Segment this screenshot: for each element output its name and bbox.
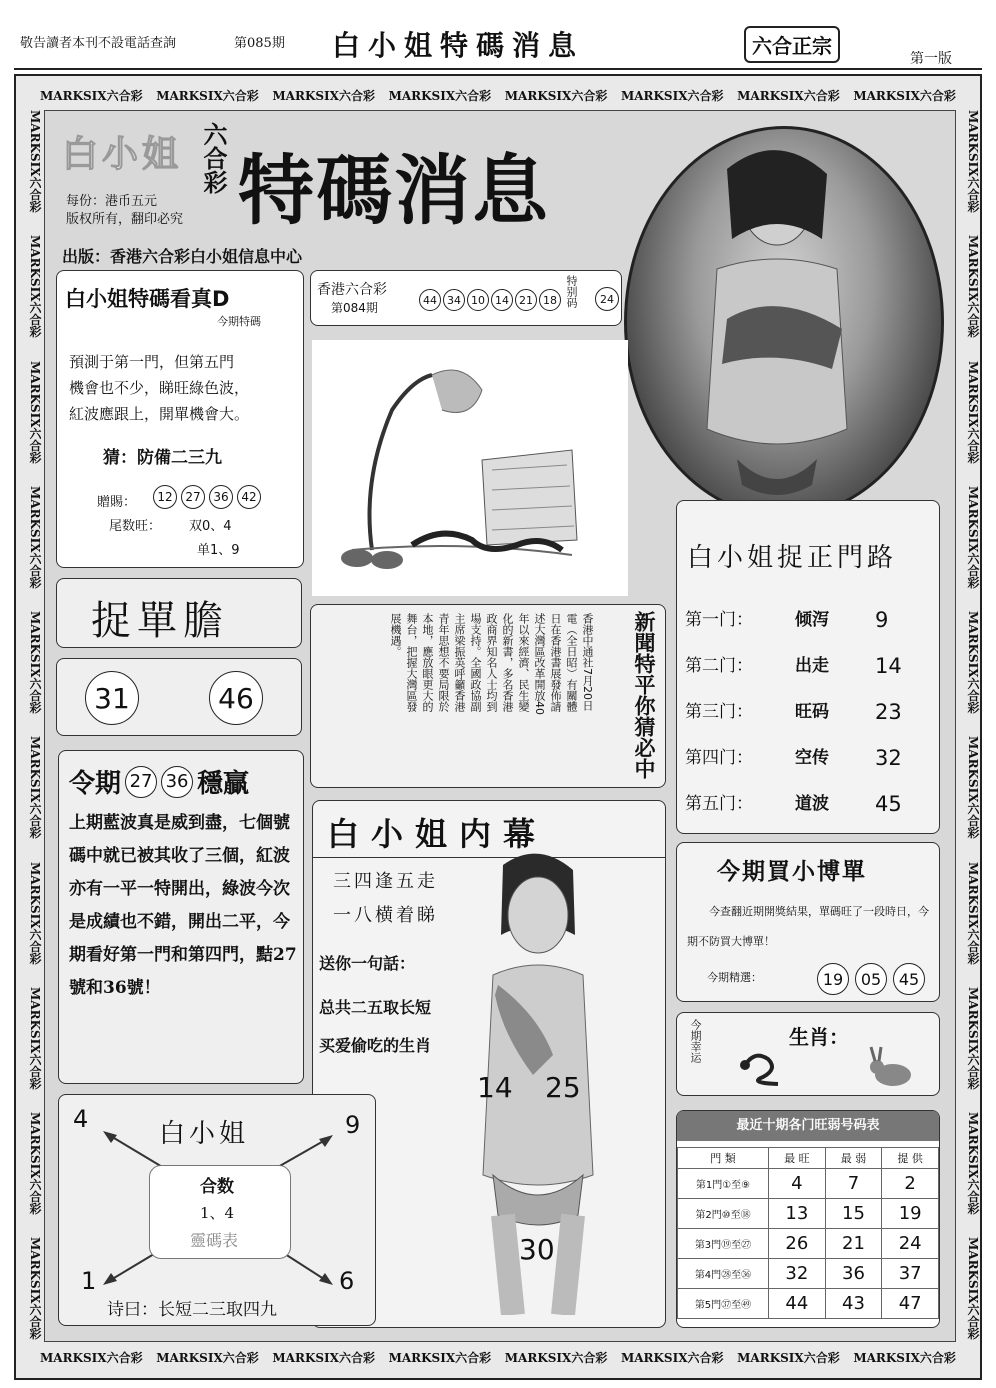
poem-text: 诗曰：长短二三取四九 (107, 1300, 277, 1320)
pick-number: 45 (893, 963, 925, 995)
neimu-line2: 一八横着睇 (333, 905, 438, 926)
news-column: 香港中通社7月20日 (581, 613, 594, 711)
row-range: ⑩至⑱ (721, 1210, 751, 1221)
row-min: 7 (825, 1169, 882, 1199)
kanzhen-box (56, 270, 304, 568)
news-column: 述大灣區改革開放40 (533, 613, 546, 715)
gift-number: 12 (153, 485, 177, 509)
wenying-number: 36 (161, 766, 193, 798)
pick-number: 19 (817, 963, 849, 995)
door-row (685, 735, 935, 781)
news-column: 青年思想不要局限於 (437, 613, 450, 712)
wenying-post: 穩贏 (197, 769, 250, 799)
news-column: 年以來經濟、民生變 (517, 613, 530, 712)
door-number: 14 (875, 654, 902, 678)
snake-icon (733, 1039, 793, 1089)
door-word: 旺码 (795, 702, 829, 722)
brand-watermark: 白小姐 (62, 134, 183, 175)
door-row (685, 643, 935, 689)
result-ball: 10 (467, 289, 489, 311)
rabbit-icon (863, 1045, 919, 1091)
tail-even: 双0、4 (189, 519, 232, 534)
news-column: 舞台，把握大灣區發 (405, 613, 418, 712)
table-row (678, 1199, 939, 1229)
border-strip-top: MARKSIX六合彩 MARKSIX六合彩 MARKSIX六合彩 MARKSIX六合彩 MARKSIX六合彩 MARKSIX六合彩 MARKSIX六合彩 MARKSIX六合彩 (40, 88, 956, 103)
neimu-number: 25 (545, 1071, 581, 1104)
heshu-panel (149, 1165, 291, 1259)
door-number: 23 (875, 700, 902, 724)
door-word: 倾泻 (795, 610, 829, 630)
cover-photo (624, 126, 944, 518)
table-header: 提 供 (882, 1148, 939, 1169)
row-max: 4 (769, 1169, 826, 1199)
zhuodandan-title-box (56, 578, 302, 648)
result-ball: 44 (419, 289, 441, 311)
door-label: 第四门： (685, 748, 753, 768)
door-word: 出走 (795, 656, 829, 676)
news-title: 新聞特平你猜必中 (632, 611, 657, 779)
xiaobo-pick-label: 今期精選： (707, 971, 762, 984)
row-max: 32 (769, 1259, 826, 1289)
masthead-title: 特碼消息 (238, 146, 550, 235)
news-column: 日在香港書展發佈請 (549, 613, 562, 712)
copyright-text: 版权所有，翻印必究 (66, 212, 184, 227)
row-min: 43 (825, 1289, 882, 1319)
door-label: 第二门： (685, 656, 753, 676)
door-label: 第三门： (685, 702, 753, 722)
issue-number: 第085期 (234, 36, 285, 51)
row-min: 21 (825, 1229, 882, 1259)
neimu-number: 30 (519, 1233, 555, 1266)
news-column: 展機遇。 (389, 613, 402, 657)
corner-number: 6 (339, 1267, 355, 1295)
price-text: 每份：港币五元 (66, 194, 158, 209)
pick-number: 05 (855, 963, 887, 995)
news-box (310, 604, 666, 788)
row-label: 第3門 (694, 1240, 722, 1251)
zhengmen-title: 白小姐捉正門路 (687, 543, 898, 573)
result-ball: 21 (515, 289, 537, 311)
corner-number: 4 (73, 1105, 89, 1133)
door-label: 第五门： (685, 794, 753, 814)
wenying-pre: 令期 (69, 769, 122, 799)
row-label: 第5門 (694, 1300, 722, 1311)
row-min: 36 (825, 1259, 882, 1289)
row-max: 44 (769, 1289, 826, 1319)
table-row (678, 1289, 939, 1319)
stats-table (677, 1147, 939, 1319)
header-badge: 六合正宗 (744, 26, 840, 63)
door-word: 空传 (795, 748, 829, 768)
gift-number: 27 (181, 485, 205, 509)
door-row (685, 689, 935, 735)
neimu-hint2: 买爱偷吃的生肖 (319, 1036, 432, 1055)
row-range: ㊲至㊾ (721, 1300, 752, 1311)
table-header: 門 類 (678, 1148, 769, 1169)
wenying-number: 27 (125, 766, 157, 798)
wenying-box (58, 750, 304, 1084)
special-label: 特别码 (565, 275, 578, 308)
xiaobo-title: 今期買小博單 (717, 859, 867, 885)
row-pick: 47 (882, 1289, 939, 1319)
row-max: 26 (769, 1229, 826, 1259)
row-pick: 37 (882, 1259, 939, 1289)
notice-text: 敬告讀者本刊不設電話查詢 (20, 36, 177, 51)
news-column: 政商界知名人士均到 (485, 613, 498, 712)
table-header: 最 旺 (769, 1148, 826, 1169)
neimu-number: 14 (477, 1071, 513, 1104)
corner-number: 1 (81, 1267, 97, 1295)
special-ball: 24 (595, 287, 619, 311)
row-range: ①至⑨ (722, 1180, 751, 1191)
news-column: 電（全日昭）有關體 (565, 613, 578, 712)
xiaobo-text: 今查翻近期開獎結果，單碼旺了一段時日，今期不防買大博單！ (687, 905, 929, 948)
results-period: 第084期 (331, 301, 378, 315)
door-number: 45 (875, 792, 902, 816)
model-figure-icon (627, 129, 941, 515)
row-label: 第1門 (695, 1180, 723, 1191)
news-column: 化的新書，多名香港 (501, 613, 514, 712)
door-label: 第一门： (685, 610, 753, 630)
border-strip-right: MARKSIX六合彩 MARKSIX六合彩 MARKSIX六合彩 MARKSIX六合彩 MARKSIX六合彩 MARKSIX六合彩 MARKSIX六合彩 MARKSIX六合彩 MARKSIX六合彩 MARKSIX六合彩 (966, 110, 980, 1340)
result-ball: 14 (491, 289, 513, 311)
row-range: ㉘至㊱ (721, 1270, 752, 1281)
neimu-line1: 三四逢五走 (333, 871, 438, 892)
zhengmen-box (676, 500, 940, 834)
wenying-text: 上期藍波真是威到盡，七個號碼中就已被其收了三個，紅波亦有一平一特開出，綠波今次是成績也不錯，開出二平，今期看好第一門和第四門，黠27號和36號！ (69, 813, 297, 998)
dan-number: 46 (209, 671, 263, 725)
table-header: 最 弱 (825, 1148, 882, 1169)
xiaobo-box (676, 842, 940, 1002)
neimu-hint1: 总共二五取长短 (319, 998, 432, 1017)
stats-table-box (676, 1110, 940, 1328)
news-column: 主席梁振英呼籲香港 (453, 613, 466, 712)
bai-heshu-box (58, 1094, 376, 1326)
publisher-text: 出版：香港六合彩白小姐信息中心 (62, 247, 303, 266)
shengxiao-side: 今期幸运 (689, 1019, 702, 1063)
riddle-illustration (312, 340, 628, 596)
dan-number: 31 (85, 671, 139, 725)
kanzhen-line-1: 預測于第一門，但第五門 (69, 353, 235, 371)
door-number: 32 (875, 746, 902, 770)
kanzhen-title: 白小姐特碼看真D (65, 287, 230, 311)
row-label: 第2門 (695, 1210, 722, 1221)
door-number: 9 (875, 608, 889, 632)
corner-number: 9 (345, 1111, 361, 1139)
kanzhen-subtitle: 今期特碼 (217, 315, 261, 328)
tree-snake-illustration-icon (312, 340, 628, 596)
heshu-label: 合数 (200, 1177, 234, 1197)
row-pick: 24 (882, 1229, 939, 1259)
table-row (678, 1259, 939, 1289)
border-strip-bottom: MARKSIX六合彩 MARKSIX六合彩 MARKSIX六合彩 MARKSIX六合彩 MARKSIX六合彩 MARKSIX六合彩 MARKSIX六合彩 MARKSIX六合彩 (40, 1350, 956, 1365)
tail-odd: 单1、9 (197, 543, 240, 558)
zhuodandan-numbers-box (56, 658, 302, 736)
kanzhen-line-2: 機會也不少，睇旺綠色波， (69, 379, 250, 397)
shengxiao-title: 生肖： (789, 1025, 849, 1049)
row-pick: 19 (882, 1199, 939, 1229)
door-row (685, 597, 935, 643)
row-label: 第4門 (694, 1270, 722, 1281)
gift-number: 36 (209, 485, 233, 509)
heshu-value: 1、4 (200, 1204, 235, 1222)
results-box (310, 270, 622, 326)
bai-title: 白小姐 (159, 1119, 250, 1149)
header-bar (14, 18, 982, 70)
row-max: 13 (769, 1199, 826, 1229)
result-ball: 18 (539, 289, 561, 311)
results-name: 香港六合彩 (317, 282, 387, 298)
lottery-vertical: 六合彩 (199, 122, 227, 194)
news-column: 場支持。全國政協副 (469, 613, 482, 712)
kanzhen-guess: 猜：防備二三九 (103, 448, 222, 468)
row-pick: 2 (882, 1169, 939, 1199)
door-word: 道波 (795, 794, 829, 814)
table-row (678, 1169, 939, 1199)
door-row (685, 781, 935, 827)
kanzhen-line-3: 紅波應跟上，開單機會大。 (69, 405, 250, 423)
neimu-send: 送你一句話： (319, 954, 416, 973)
neimu-title: 白小姐内幕 (327, 815, 548, 853)
shengxiao-box (676, 1012, 940, 1096)
tail-label: 尾数旺： (109, 519, 162, 534)
zhuodandan-title: 捉單膽 (91, 598, 229, 644)
result-ball: 34 (443, 289, 465, 311)
gift-number: 42 (237, 485, 261, 509)
edition-label: 第一版 (910, 51, 952, 67)
row-min: 15 (825, 1199, 882, 1229)
gift-label: 贈賜： (97, 495, 137, 510)
header-title: 白小姐特碼消息 (332, 29, 585, 62)
row-range: ⑲至㉗ (721, 1240, 752, 1251)
border-strip-left: MARKSIX六合彩 MARKSIX六合彩 MARKSIX六合彩 MARKSIX六合彩 MARKSIX六合彩 MARKSIX六合彩 MARKSIX六合彩 MARKSIX六合彩 MARKSIX六合彩 MARKSIX六合彩 (28, 110, 42, 1340)
table-row (678, 1229, 939, 1259)
stats-table-title: 最近十期各门旺弱号码表 (677, 1111, 939, 1141)
seal-text: 靈碼表 (190, 1231, 239, 1250)
news-column: 本地，應放眼更大的 (421, 613, 434, 712)
